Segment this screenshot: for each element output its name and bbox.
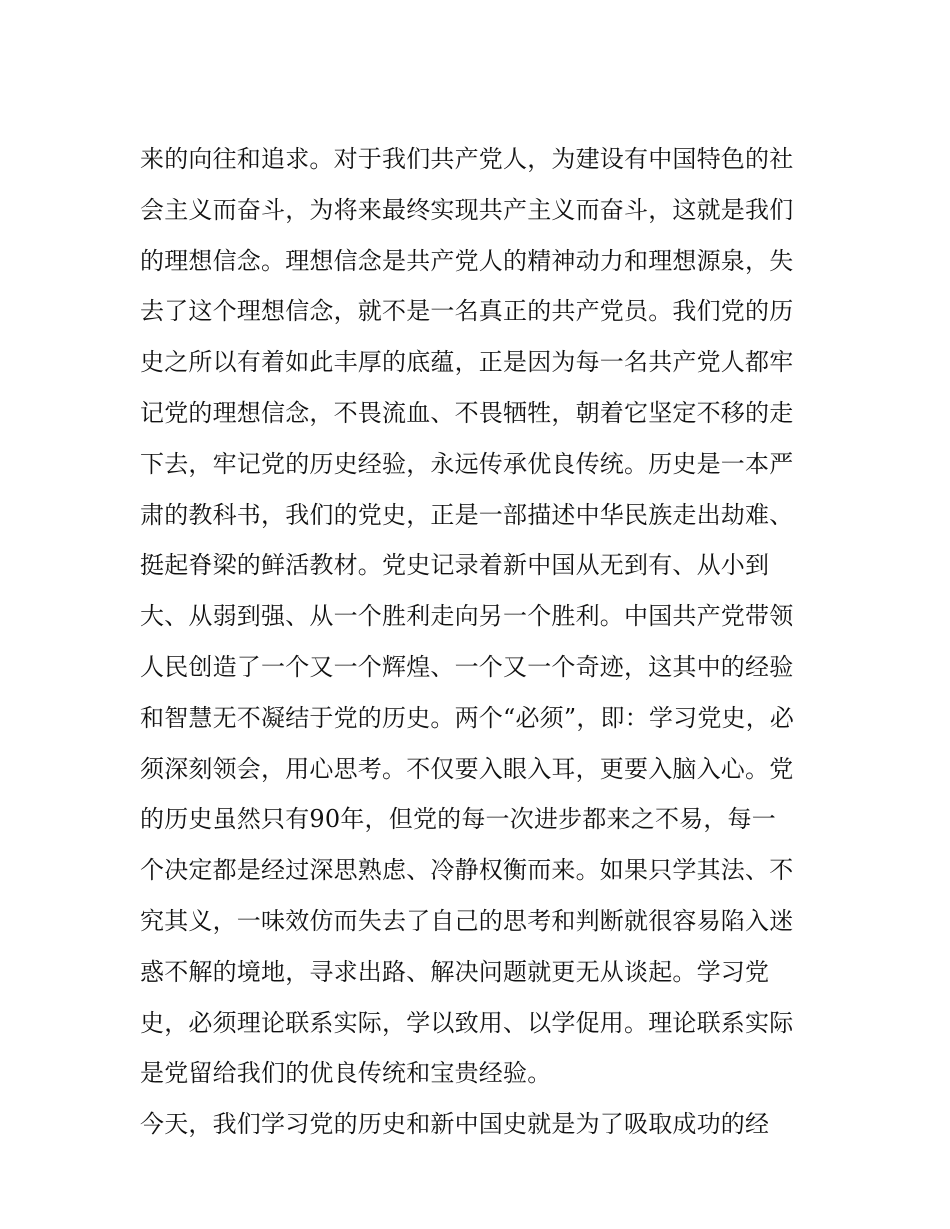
text-line: 会主义而奋斗，为将来最终实现共产主义而奋斗，这就是我们 <box>140 195 794 224</box>
text-line: 记党的理想信念，不畏流血、不畏牺牲，朝着它坚定不移的走 <box>140 398 794 427</box>
text-line: 下去，牢记党的历史经验，永远传承优良传统。历史是一本严 <box>140 449 794 478</box>
text-line: 肃的教科书，我们的党史，正是一部描述中华民族走出劫难、 <box>140 500 794 529</box>
text-line: 去了这个理想信念，就不是一名真正的共产党员。我们党的历 <box>140 297 794 326</box>
text-line: 的历史虽然只有90年，但党的每一次进步都来之不易，每一 <box>140 805 776 834</box>
text-line: 挺起脊梁的鲜活教材。党史记录着新中国从无到有、从小到 <box>140 551 770 580</box>
body-text <box>140 134 820 1150</box>
text-line: 史，必须理论联系实际，学以致用、以学促用。理论联系实际 <box>140 1008 794 1037</box>
text-line: 今天，我们学习党的历史和新中国史就是为了吸取成功的经 <box>140 1110 770 1139</box>
text-line: 史之所以有着如此丰厚的底蕴，正是因为每一名共产党人都牢 <box>140 348 794 377</box>
text-line: 须深刻领会，用心思考。不仅要入眼入耳，更要入脑入心。党 <box>140 754 794 783</box>
text-line: 人民创造了一个又一个辉煌、一个又一个奇迹，这其中的经验 <box>140 652 794 681</box>
text-line: 究其义，一味效仿而失去了自己的思考和判断就很容易陷入迷 <box>140 906 794 935</box>
text-line: 是党留给我们的优良传统和宝贵经验。 <box>140 1059 552 1088</box>
text-line: 和智慧无不凝结于党的历史。两个“必须”，即：学习党史，必 <box>140 703 795 732</box>
text-line: 个决定都是经过深思熟虑、冷静权衡而来。如果只学其法、不 <box>140 856 794 885</box>
text-line: 来的向往和追求。对于我们共产党人，为建设有中国特色的社 <box>140 145 794 173</box>
text-line: 的理想信念。理想信念是共产党人的精神动力和理想源泉，失 <box>140 246 794 275</box>
text-line: 惑不解的境地，寻求出路、解决问题就更无从谈起。学习党 <box>140 957 770 986</box>
text-line: 大、从弱到强、从一个胜利走向另一个胜利。中国共产党带领 <box>140 602 794 631</box>
